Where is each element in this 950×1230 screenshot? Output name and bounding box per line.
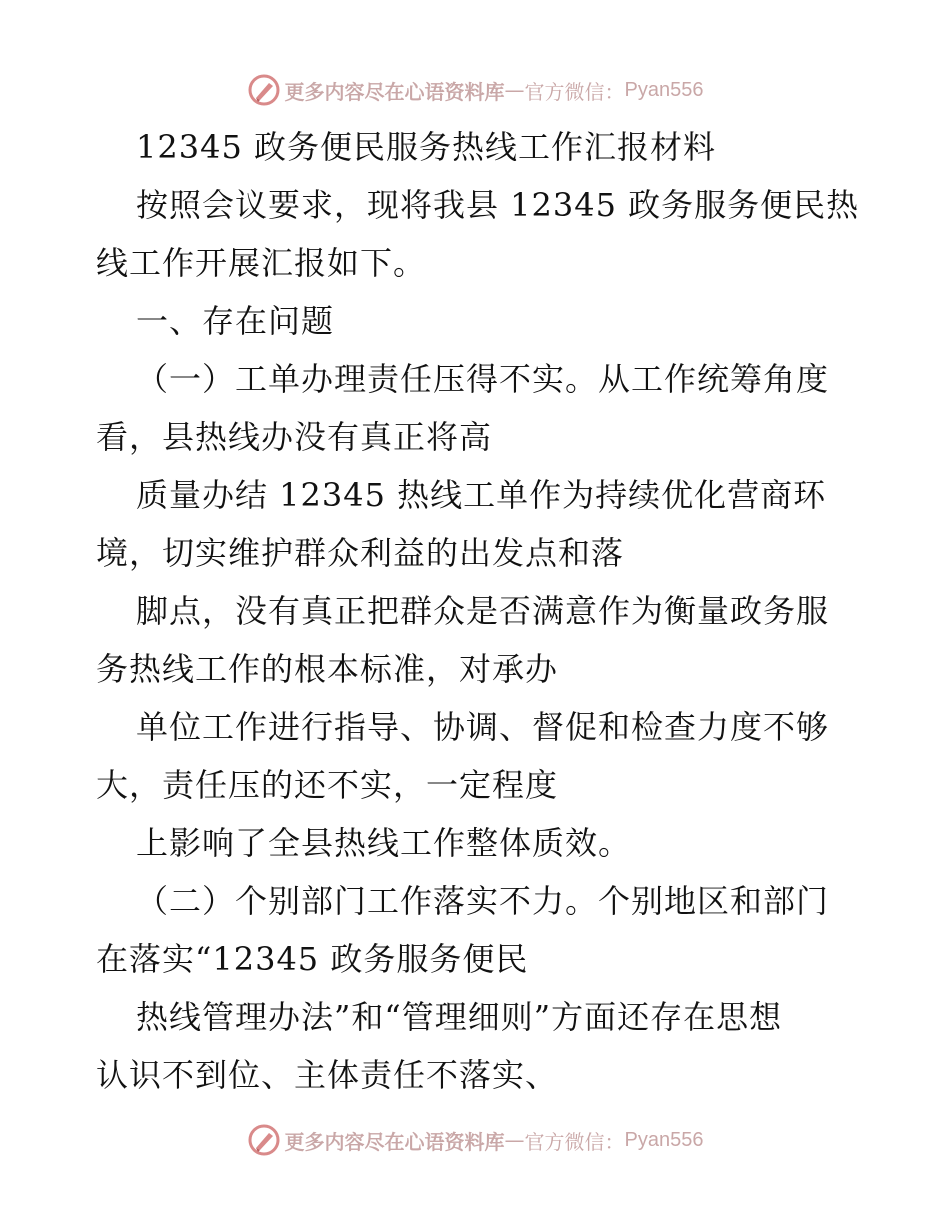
paragraph-line: （二）个别部门工作落实不力。个别地区和部门 [136,882,830,920]
watermark-dash: — [504,1128,525,1152]
watermark-contact-label: 官方微信： [524,79,625,104]
paragraph-line: 大，责任压的还不实，一定程度 [96,766,559,804]
watermark-promo-text: 更多内容尽在心语资料库 [284,79,505,104]
paragraph-line: 脚点，没有真正把群众是否满意作为衡量政务服 [136,592,830,630]
paragraph-line: （一）工单办理责任压得不实。从工作统筹角度 [136,360,830,398]
paragraph-line: 境，切实维护群众利益的出发点和落 [96,534,625,572]
paragraph-line: 上影响了全县热线工作整体质效。 [136,824,632,862]
paragraph-line: 看，县热线办没有真正将高 [96,418,493,456]
watermark-dash: — [504,78,525,102]
watermark-contact-id: Pyan556 [624,1128,704,1151]
watermark-banner-top [0,70,950,110]
paragraph-line: 认识不到位、主体责任不落实、 [96,1056,559,1094]
paragraph-line: 质量办结 12345 热线工单作为持续优化营商环 [136,476,827,514]
paragraph-line: 按照会议要求，现将我县 12345 政务服务便民热 [136,186,860,224]
watermark-promo-text: 更多内容尽在心语资料库 [284,1129,505,1154]
document-body [96,118,866,1104]
watermark-contact-id: Pyan556 [624,78,704,101]
paragraph-line: 线工作开展汇报如下。 [96,244,427,282]
pen-circle-logo-icon [247,73,281,107]
paragraph-line: 热线管理办法”和“管理细则”方面还存在思想 [136,998,783,1036]
paragraph-line: 单位工作进行指导、协调、督促和检查力度不够 [136,708,830,746]
paragraph-line: 在落实“12345 政务服务便民 [96,940,529,978]
paragraph-line: 务热线工作的根本标准，对承办 [96,650,559,688]
pen-circle-logo-icon [247,1123,281,1157]
watermark-contact-label: 官方微信： [524,1129,625,1154]
section-heading: 一、存在问题 [136,302,335,340]
watermark-banner-bottom [0,1120,950,1160]
document-title: 12345 政务便民服务热线工作汇报材料 [136,128,716,166]
